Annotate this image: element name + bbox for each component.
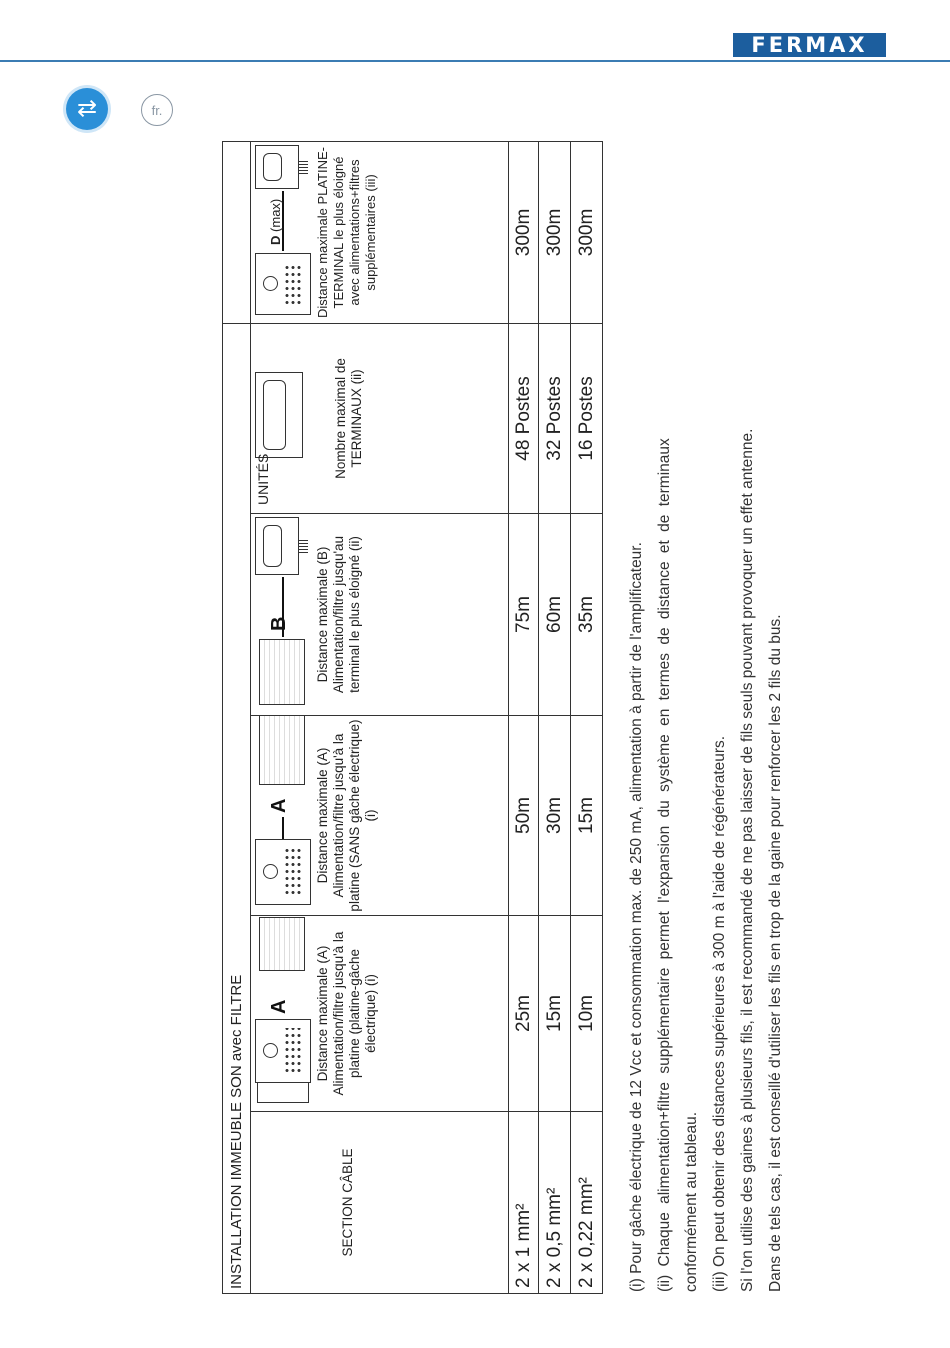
value-cell: 35m: [571, 514, 603, 716]
note-i: (i) Pour gâche électrique de 12 Vcc et consommation max. de 250 mA, alimentation à partir de l'amplificateur.: [628, 542, 645, 1292]
value-cell: 16 Postes: [571, 323, 603, 513]
value-cell: 25m: [509, 916, 539, 1112]
cable-section-table: [222, 142, 602, 1294]
door-panel-icon: [255, 839, 311, 905]
swap-arrows-icon[interactable]: ⇄: [66, 88, 108, 130]
value-cell: 300m: [571, 141, 603, 323]
column-header-1: [251, 916, 509, 1112]
note-iii: (iii) On peut obtenir des distances supérieures à 300 m à l'aide de régénérateurs.: [711, 735, 728, 1292]
note-ii-cont: conformément au tableau.: [683, 1111, 700, 1292]
table-row: [539, 141, 571, 1293]
table-title-blank: [223, 141, 251, 323]
power-supply-icon: [259, 639, 305, 705]
value-cell: 75m: [509, 514, 539, 716]
diagram-panel-psu-a2: [251, 716, 313, 915]
table-row: [509, 141, 539, 1293]
value-cell: 60m: [539, 514, 571, 716]
note-ii: (ii) Chaque alimentation+filtre supplémentaire permet l'expansion du système en termes de distance et de terminaux: [656, 438, 673, 1292]
value-cell: 300m: [509, 141, 539, 323]
cable-cell: 2 x 1 mm²: [509, 1112, 539, 1294]
value-cell: 15m: [571, 716, 603, 916]
diagram-panel-psu-a: [251, 916, 313, 1111]
label-a: A: [268, 798, 290, 813]
header-rule: [0, 60, 950, 62]
power-supply-icon: [259, 715, 305, 785]
cable-cell: 2 x 0,5 mm²: [539, 1112, 571, 1294]
diagram-panel-terminal-d: [251, 142, 313, 323]
diagram-terminal: [251, 324, 313, 513]
brand-logo: FERMAX: [733, 33, 886, 57]
value-cell: 32 Postes: [539, 323, 571, 513]
handset-terminal-icon: [255, 517, 299, 575]
column-header-2: [251, 716, 509, 916]
note-antenna: Si l'on utilise des gaines à plusieurs fils, il est recommandé de ne pas laisser de fils seuls pouvant provoquer un effet antenne.: [739, 428, 756, 1292]
value-cell: 10m: [571, 916, 603, 1112]
diagram-psu-monitor-b: [251, 514, 313, 715]
note-wires: Dans de tels cas, il est conseillé d'utiliser les fils en trop de la gaine pour renforcer les 2 fils du bus.: [767, 614, 784, 1292]
table-title: INSTALLATION IMMEUBLE SON avec FILTRE: [223, 323, 251, 1293]
door-panel-icon: [255, 253, 311, 315]
column-desc-5: Distance maximale PLATINE-TERMINAL le plus éloigné avec alimentations+filtres supplémentaires (iii): [315, 147, 378, 318]
label-d-letter: D: [268, 235, 283, 245]
column-desc-4: Nombre maximal de TERMINAUX (ii): [333, 358, 364, 479]
cable-cell: 2 x 0,22 mm²: [571, 1112, 603, 1294]
column-header-5: [251, 141, 509, 323]
table-row: [571, 141, 603, 1293]
value-cell: 300m: [539, 141, 571, 323]
door-panel-icon: [255, 1019, 311, 1083]
section-header: [251, 1112, 509, 1294]
section-header-label: SECTION CÂBLE: [339, 1148, 355, 1257]
label-a: A: [268, 999, 290, 1014]
column-header-4: [251, 323, 509, 513]
column-desc-2: Distance maximale (A) Alimentation/filtre jusqu'à la platine (SANS gâche électrique) (i): [315, 719, 378, 912]
label-d-sub: (max): [268, 198, 283, 232]
value-cell: 15m: [539, 916, 571, 1112]
power-supply-icon: [259, 917, 305, 971]
label-d: [268, 199, 284, 245]
value-cell: 48 Postes: [509, 323, 539, 513]
column-desc-3: Distance maximale (B) Alimentation/filtre jusqu'au terminal le plus éloigné (ii): [315, 535, 362, 694]
connection-line: [282, 817, 284, 839]
handset-terminal-icon: [255, 372, 303, 458]
column-desc-1: Distance maximale (A) Alimentation/filtre jusqu'à la platine (platine-gâche électrique) (i): [315, 931, 378, 1096]
value-cell: 30m: [539, 716, 571, 916]
units-header: UNITÉS: [255, 453, 271, 505]
label-b: B: [268, 616, 290, 631]
language-badge[interactable]: fr.: [141, 94, 173, 126]
column-header-3: [251, 514, 509, 716]
value-cell: 50m: [509, 716, 539, 916]
handset-terminal-icon: [255, 145, 299, 189]
